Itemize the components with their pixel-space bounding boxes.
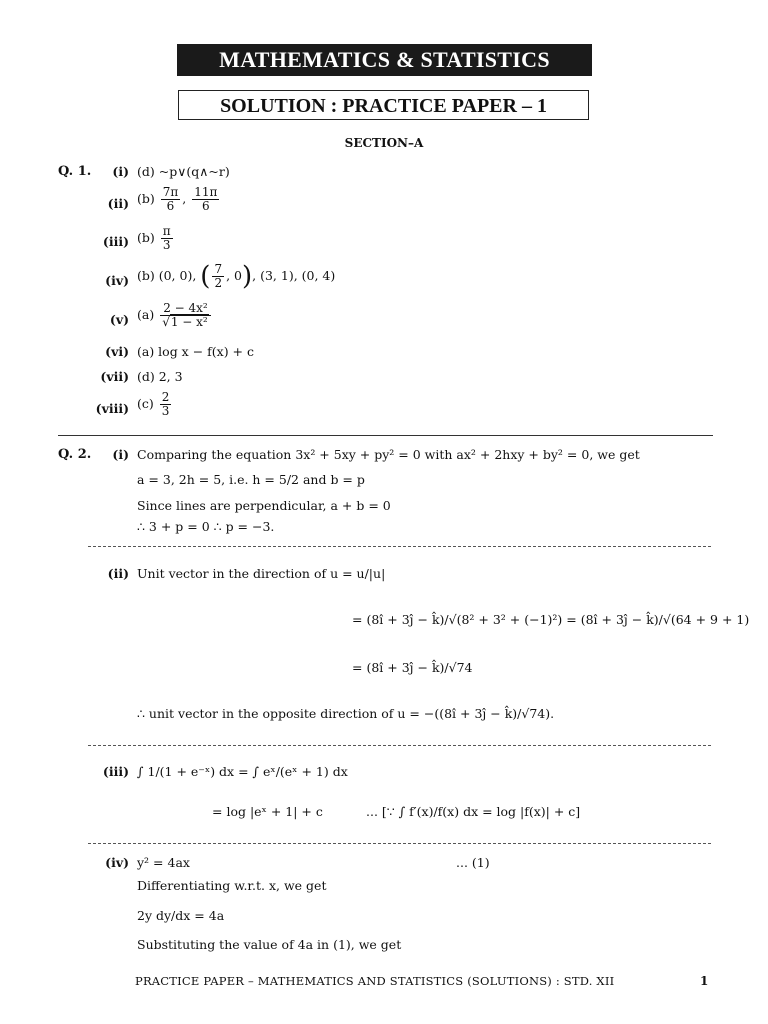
q2-part-ii-label: (ii) xyxy=(107,566,129,581)
q1-part-i-label: (i) xyxy=(112,164,129,179)
section-divider xyxy=(58,435,713,436)
q2-ii-line-2: = (8î + 3ĵ − k̂)/√(8² + 3² + (−1)²) = (8î + 3ĵ − k̂)/√(64 + 9 + 1) xyxy=(352,612,750,627)
q2-iii-line-1: ∫ 1/(1 + e⁻ˣ) dx = ∫ eˣ/(eˣ + 1) dx xyxy=(137,764,348,779)
question-2-label: Q. 2. xyxy=(58,447,92,462)
q2-iv-line-1: y² = 4ax xyxy=(137,855,190,870)
q1-part-vi-answer: (a) log x − f(x) + c xyxy=(137,344,254,359)
q2-ii-line-4: ∴ unit vector in the opposite direction of u = −((8î + 3ĵ − k̂)/√74). xyxy=(137,706,555,721)
q2-part-iii-label: (iii) xyxy=(102,764,129,779)
q1-part-ii-label: (ii) xyxy=(107,196,129,211)
q2-iv-line-4: Substituting the value of 4a in (1), we get xyxy=(137,937,402,952)
q2-ii-line-3: = (8î + 3ĵ − k̂)/√74 xyxy=(352,660,473,675)
q2-ii-line-1: Unit vector in the direction of u = u/|u| xyxy=(137,566,386,581)
q2-i-line-4: ∴ 3 + p = 0 ∴ p = −3. xyxy=(137,519,275,534)
q2-part-iv-label: (iv) xyxy=(105,855,129,870)
q1-part-vii-label: (vii) xyxy=(100,369,129,384)
document-subtitle: SOLUTION : PRACTICE PAPER – 1 xyxy=(178,90,589,120)
q1-part-viii-label: (viii) xyxy=(95,401,129,416)
q1-part-viii-answer: (c) $\frac{2}{3}$ xyxy=(137,390,170,418)
document-title: MATHEMATICS & STATISTICS xyxy=(177,44,592,76)
q1-part-iv-answer: (b) (0, 0), ( $\frac{7}{2}$ , 0), (3, 1), (0, 4) xyxy=(137,261,336,292)
q2-iv-equation-ref: ... (1) xyxy=(456,855,490,870)
dashed-divider xyxy=(88,546,711,547)
page-number: 1 xyxy=(700,974,709,988)
q2-iv-line-3: 2y dy/dx = 4a xyxy=(137,908,225,923)
q1-part-i-answer xyxy=(137,164,230,179)
q1-part-iv-label: (iv) xyxy=(105,273,129,288)
q1-part-ii-answer: (b) $\frac{7\pi}{6}$ , $\frac{11\pi}{6}$ xyxy=(137,185,218,213)
q1-part-v-label: (v) xyxy=(109,312,129,327)
page-footer: PRACTICE PAPER – MATHEMATICS AND STATISTICS (SOLUTIONS) : STD. XII xyxy=(135,974,615,988)
q1-part-iii-answer: (b) $\frac{\pi}{3}$ xyxy=(137,224,171,252)
q1-part-vi-label: (vi) xyxy=(105,344,129,359)
dashed-divider xyxy=(88,843,711,844)
q1-part-v-answer: (a) $\frac{\text{2 − 4x²}}{\text{√1 − x²}}$ xyxy=(137,302,213,329)
q2-iii-line-2: = log |eˣ + 1| + c xyxy=(212,804,323,819)
dashed-divider xyxy=(88,745,711,746)
question-1-label: Q. 1. xyxy=(58,164,92,179)
q2-i-line-1: Comparing the equation 3x² + 5xy + py² = 0 with ax² + 2hxy + by² = 0, we get xyxy=(137,447,640,462)
q2-i-line-3: Since lines are perpendicular, a + b = 0 xyxy=(137,498,391,513)
q2-i-line-2: a = 3, 2h = 5, i.e. h = 5/2 and b = p xyxy=(137,472,365,487)
q2-iii-line-3: ... [∵ ∫ f′(x)/f(x) dx = log |f(x)| + c] xyxy=(366,804,581,819)
q2-part-i-label: (i) xyxy=(112,447,129,462)
section-heading: SECTION–A xyxy=(344,136,424,150)
q1-part-vii-answer: (d) 2, 3 xyxy=(137,369,183,384)
q1-part-iii-label: (iii) xyxy=(102,234,129,249)
q2-iv-line-2: Differentiating w.r.t. x, we get xyxy=(137,878,327,893)
q1-part-i-answer-text: (d) ~p∨(q∧~r) xyxy=(137,164,230,179)
